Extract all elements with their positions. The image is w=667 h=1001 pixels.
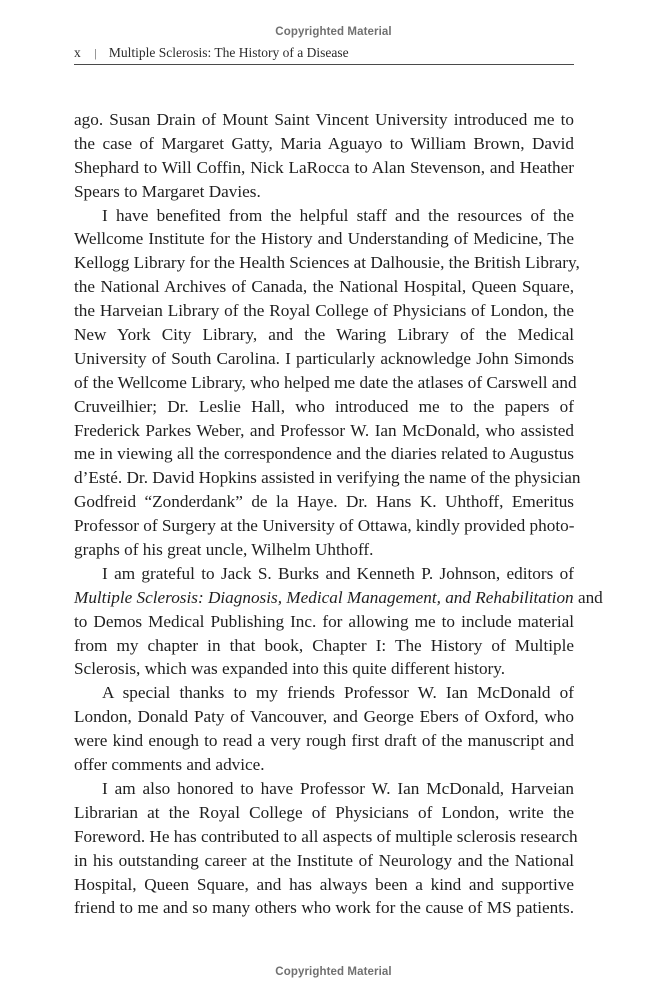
text-line: I have benefited from the helpful staff and the resources of the: [102, 205, 574, 225]
paragraph: [74, 681, 574, 777]
copyright-watermark-top: Copyrighted Material: [275, 26, 392, 38]
text-line: Wellcome Institute for the History and Understanding of Medicine, The: [74, 229, 574, 249]
text-line: Frederick Parkes Weber, and Professor W. Ian McDonald, who assisted: [74, 420, 574, 440]
paragraph: [74, 777, 578, 920]
text-line: A special thanks to my friends Professor W. Ian McDonald of: [102, 683, 574, 703]
text-line: the case of Margaret Gatty, Maria Aguayo to William Brown, David: [74, 133, 574, 153]
text-line: University of South Carolina. I particularly acknowledge John Simonds: [74, 348, 574, 368]
text-line: Shephard to Will Coffin, Nick LaRocca to Alan Stevenson, and Heather: [74, 157, 574, 177]
text-line: I am grateful to Jack S. Burks and Kenneth P. Johnson, editors of: [102, 563, 574, 583]
text-line: Professor of Surgery at the University of Ottawa, kindly provided photo-: [74, 516, 575, 536]
text-line: Spears to Margaret Davies.: [74, 181, 261, 201]
text-line: to Demos Medical Publishing Inc. for allowing me to include material: [74, 611, 574, 631]
paragraph: [74, 108, 574, 204]
paragraph: [74, 562, 603, 681]
text-line: d’Esté. Dr. David Hopkins assisted in verifying the name of the physician: [74, 468, 581, 488]
body-text: [74, 108, 603, 920]
book-title: Multiple Sclerosis: The History of a Disease: [108, 45, 349, 60]
text-line: [74, 586, 603, 610]
text-line: Sclerosis, which was expanded into this quite different history.: [74, 659, 506, 679]
text-line: ago. Susan Drain of Mount Saint Vincent University introduced me to: [74, 110, 574, 129]
text-line: Hospital, Queen Square, and has always been a kind and supportive: [74, 874, 574, 894]
text-line: Librarian at the Royal College of Physicians of London, write the: [74, 802, 574, 822]
text-line: I am also honored to have Professor W. Ian McDonald, Harveian: [102, 778, 574, 798]
text-line: graphs of his great uncle, Wilhelm Uhthoff.: [74, 540, 374, 560]
text-fragment: and: [573, 587, 603, 607]
cited-book-title: Multiple Sclerosis: Diagnosis, Medical Management, and Rehabilitation: [74, 587, 574, 607]
text-line: the National Archives of Canada, the National Hospital, Queen Square,: [74, 277, 574, 297]
text-line: Kellogg Library for the Health Sciences at Dalhousie, the British Library,: [74, 253, 580, 273]
text-line: from my chapter in that book, Chapter I: The History of Multiple: [74, 635, 574, 655]
text-line: were kind enough to read a very rough first draft of the manuscript and: [74, 731, 574, 751]
text-line: friend to me and so many others who work for the cause of MS patients.: [74, 898, 574, 918]
page-number: x: [74, 45, 81, 60]
running-head-separator: |: [94, 46, 97, 60]
text-line: Godfreid “Zonderdank” de la Haye. Dr. Hans K. Uhthoff, Emeritus: [74, 492, 574, 512]
text-line: New York City Library, and the Waring Library of the Medical: [74, 325, 574, 345]
text-line: in his outstanding career at the Institute of Neurology and the National: [74, 850, 574, 870]
text-line: London, Donald Paty of Vancouver, and George Ebers of Oxford, who: [74, 707, 574, 727]
running-head: [74, 45, 574, 65]
text-line: Cruveilhier; Dr. Leslie Hall, who introduced me to the papers of: [74, 396, 574, 416]
text-line: offer comments and advice.: [74, 755, 265, 775]
text-line: of the Wellcome Library, who helped me date the atlases of Carswell and: [74, 372, 577, 392]
text-line: me in viewing all the correspondence and the diaries related to Augustus: [74, 444, 574, 464]
text-line: the Harveian Library of the Royal College of Physicians of London, the: [74, 301, 574, 321]
copyright-watermark-bottom: Copyrighted Material: [275, 966, 392, 978]
text-line: Foreword. He has contributed to all aspects of multiple sclerosis research: [74, 826, 578, 846]
paragraph: [74, 204, 581, 562]
